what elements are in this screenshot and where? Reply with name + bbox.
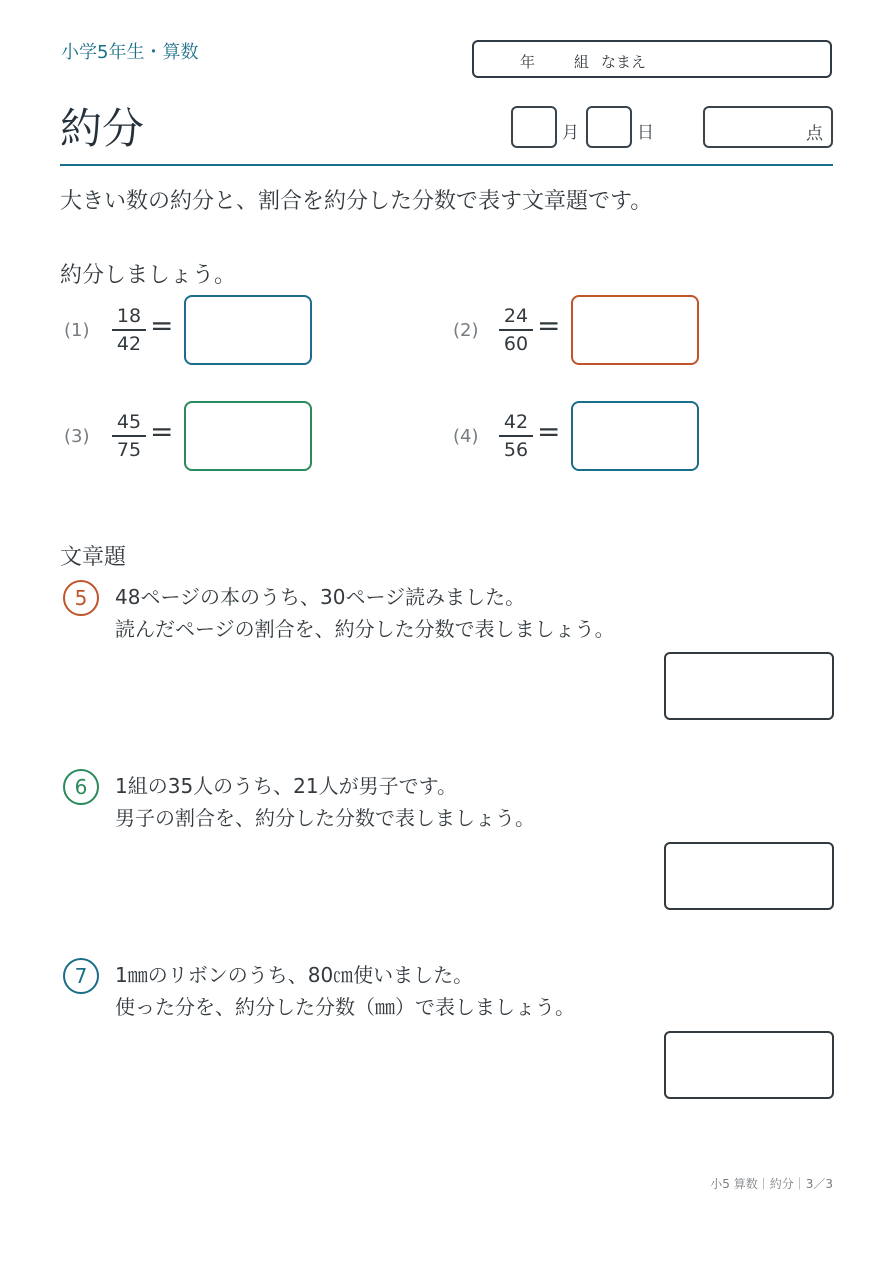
word-problem-text (115, 959, 575, 1023)
answer-box[interactable] (184, 295, 312, 365)
problem-label: (1) (64, 320, 90, 341)
question-line: 1㎜のリボンのうち、80㎝使いました。 (115, 963, 474, 987)
problem-label: (2) (453, 320, 479, 341)
name-field[interactable] (472, 40, 832, 78)
header-divider (60, 164, 833, 166)
day-input-box[interactable] (586, 106, 632, 148)
answer-box[interactable] (571, 401, 699, 471)
month-label: 月 (562, 123, 579, 143)
answer-box[interactable] (571, 295, 699, 365)
grade-subject-label: 小学5年生・算数 (61, 42, 199, 63)
denominator: 56 (503, 439, 529, 461)
problem-label: (4) (453, 426, 479, 447)
equals-sign: = (537, 309, 561, 342)
page-title: 約分 (60, 104, 145, 153)
question-line: 男子の割合を、約分した分数で表しましょう。 (115, 806, 535, 830)
answer-box[interactable] (664, 652, 834, 720)
score-box[interactable] (703, 106, 833, 148)
equals-sign: = (537, 415, 561, 448)
year-label: 年 (520, 53, 536, 71)
question-line: 使った分を、約分した分数（㎜）で表しましょう。 (115, 995, 575, 1019)
answer-box[interactable] (184, 401, 312, 471)
fraction (111, 409, 147, 463)
class-label: 組 (574, 53, 590, 71)
equals-sign: = (150, 415, 174, 448)
word-problem-text (115, 581, 615, 645)
problem-label: (3) (64, 426, 90, 447)
problem-number-badge: 7 (63, 958, 99, 994)
question-line: 1組の35人のうち、21人が男子です。 (115, 774, 458, 798)
answer-box[interactable] (664, 1031, 834, 1099)
month-input-box[interactable] (511, 106, 557, 148)
section1-heading: 約分しましょう。 (60, 263, 237, 288)
numerator: 18 (116, 305, 142, 327)
fraction (111, 303, 147, 357)
word-problem-text (115, 770, 535, 834)
numerator: 45 (116, 411, 142, 433)
name-label: なまえ (601, 53, 647, 71)
answer-box[interactable] (664, 842, 834, 910)
numerator: 42 (503, 411, 529, 433)
section2-heading: 文章題 (60, 545, 127, 570)
fraction (498, 409, 534, 463)
question-line: 読んだページの割合を、約分した分数で表しましょう。 (115, 617, 615, 641)
problem-number-badge: 6 (63, 769, 99, 805)
fraction (498, 303, 534, 357)
denominator: 42 (116, 333, 142, 355)
equals-sign: = (150, 309, 174, 342)
day-label: 日 (637, 123, 654, 143)
score-label: 点 (806, 124, 823, 144)
page-footer: 小5 算数｜約分｜3／3 (710, 1177, 833, 1191)
intro-text: 大きい数の約分と、割合を約分した分数で表す文章題です。 (60, 189, 653, 214)
denominator: 60 (503, 333, 529, 355)
denominator: 75 (116, 439, 142, 461)
numerator: 24 (503, 305, 529, 327)
question-line: 48ページの本のうち、30ページ読みました。 (115, 585, 526, 609)
problem-number-badge: 5 (63, 580, 99, 616)
